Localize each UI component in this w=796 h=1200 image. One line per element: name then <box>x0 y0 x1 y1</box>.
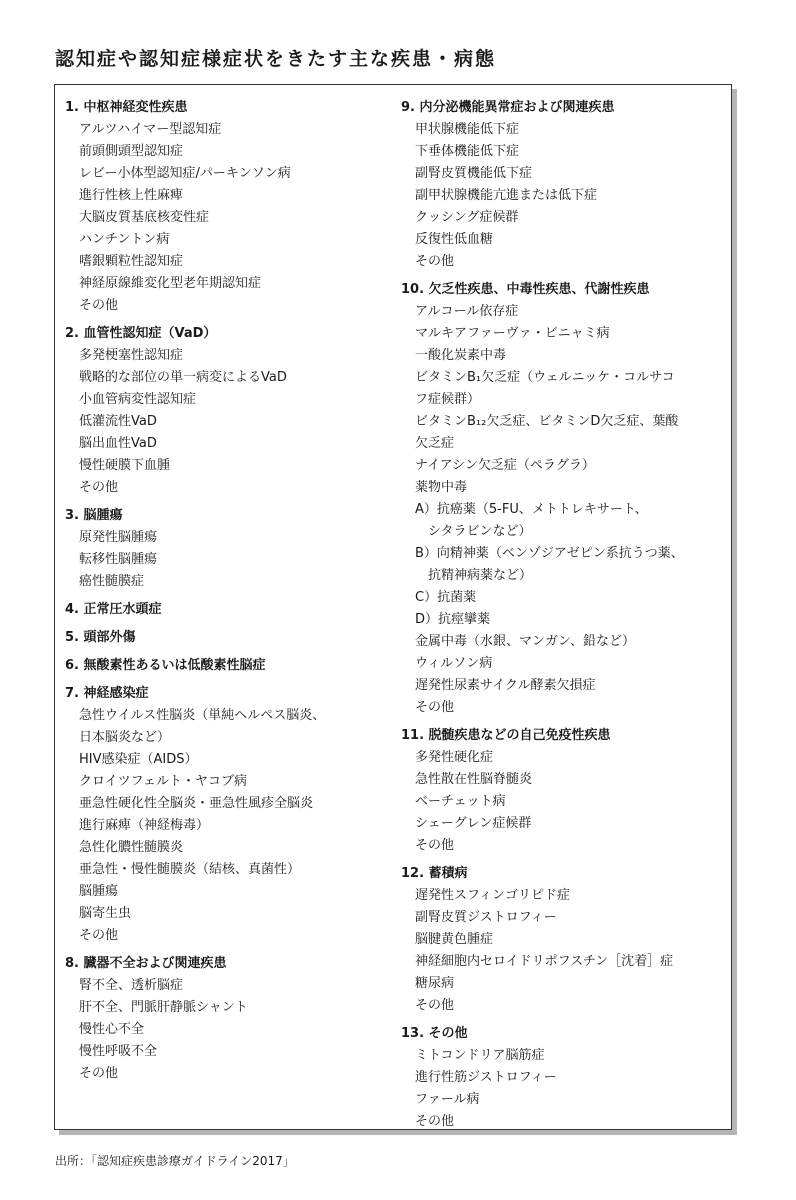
list-item: アルツハイマー型認知症 <box>79 122 222 137</box>
list-item: 反復性低血糖 <box>415 232 494 247</box>
disease-list-box <box>54 84 732 1130</box>
section-title: 10. 欠乏性疾患、中毒性疾患、代謝性疾患 <box>401 282 650 297</box>
list-item: その他 <box>415 838 455 853</box>
section <box>65 627 390 649</box>
list-item: その他 <box>415 1114 455 1129</box>
list-item: 副腎皮質機能低下症 <box>415 166 533 181</box>
list-item: 神経細胞内セロイドリポフスチン［沈着］症 <box>415 954 674 969</box>
list-item: C）抗菌薬 <box>415 590 477 605</box>
list-item: 脳腫瘍 <box>79 884 119 899</box>
section <box>65 97 390 317</box>
list-item: 脳腱黄色腫症 <box>415 932 494 947</box>
list-item: アルコール依存症 <box>415 304 519 319</box>
list-item: ベーチェット病 <box>415 794 506 809</box>
section-title: 7. 神経感染症 <box>65 686 149 701</box>
section <box>401 279 723 719</box>
list-item: 欠乏症 <box>415 436 455 451</box>
list-item: 日本脳炎など） <box>79 730 171 745</box>
list-item: HIV感染症（AIDS） <box>79 752 198 767</box>
list-item: その他 <box>415 998 455 1013</box>
list-item: その他 <box>79 928 119 943</box>
list-item: 進行性筋ジストロフィー <box>415 1070 557 1085</box>
section-title: 1. 中枢神経変性疾患 <box>65 100 188 115</box>
list-item: ウィルソン病 <box>415 656 493 671</box>
list-item: 神経原線維変化型老年期認知症 <box>79 276 262 291</box>
list-item: レビー小体型認知症/パーキンソン病 <box>79 166 291 181</box>
list-item: 慢性心不全 <box>79 1022 145 1037</box>
section-title: 5. 頭部外傷 <box>65 630 136 645</box>
section-title: 6. 無酸素性あるいは低酸素性脳症 <box>65 658 266 673</box>
list-item: 慢性呼吸不全 <box>79 1044 158 1059</box>
section-title: 13. その他 <box>401 1026 468 1041</box>
list-item: 一酸化炭素中毒 <box>415 348 507 363</box>
section <box>65 683 390 947</box>
list-item: ビタミンB₁欠乏症（ウェルニッケ・コルサコ <box>415 370 675 385</box>
list-item: 金属中毒（水銀、マンガン、鉛など） <box>415 634 635 649</box>
list-item: 大脳皮質基底核変性症 <box>79 210 210 225</box>
section <box>401 97 723 273</box>
list-item: 副甲状腺機能亢進または低下症 <box>415 188 598 203</box>
right-column <box>401 97 723 1139</box>
list-item: A）抗癌薬（5-FU、メトトレキサート、 <box>415 502 648 517</box>
page-title: 認知症や認知症様症状をきたす主な疾患・病態 <box>55 48 497 70</box>
list-item: マルキアファーヴァ・ビニャミ病 <box>415 326 610 341</box>
section <box>401 1023 723 1133</box>
section <box>65 655 390 677</box>
list-item: 肝不全、門脈肝静脈シャント <box>79 1000 248 1015</box>
list-item: 多発梗塞性認知症 <box>79 348 184 363</box>
list-item: 転移性脳腫瘍 <box>79 552 158 567</box>
list-item: 下垂体機能低下症 <box>415 144 520 159</box>
section-title: 8. 臓器不全および関連疾患 <box>65 956 227 971</box>
list-item: フ症候群） <box>415 392 481 407</box>
list-item: 急性散在性脳脊髄炎 <box>415 772 533 787</box>
list-item: B）向精神薬（ベンゾジアゼピン系抗うつ薬、 <box>415 546 684 561</box>
left-column <box>65 97 390 1091</box>
list-item: シェーグレン症候群 <box>415 816 532 831</box>
list-item: 脳寄生虫 <box>79 906 132 921</box>
list-item: ナイアシン欠乏症（ペラグラ） <box>415 458 595 473</box>
section <box>65 599 390 621</box>
list-item: 原発性脳腫瘍 <box>79 530 158 545</box>
list-item: その他 <box>415 700 455 715</box>
list-item: 脳出血性VaD <box>79 436 157 451</box>
list-item: 亜急性硬化性全脳炎・亜急性風疹全脳炎 <box>79 796 314 811</box>
section <box>65 953 390 1085</box>
list-item: 多発性硬化症 <box>415 750 494 765</box>
section <box>401 863 723 1017</box>
list-item: その他 <box>79 480 119 495</box>
section <box>65 505 390 593</box>
list-item: クッシング症候群 <box>415 210 519 225</box>
list-item: その他 <box>79 1066 119 1081</box>
list-item: 甲状腺機能低下症 <box>415 122 520 137</box>
list-item: 嗜銀顆粒性認知症 <box>79 254 184 269</box>
section <box>65 323 390 499</box>
list-item: クロイツフェルト・ヤコブ病 <box>79 774 247 789</box>
list-item: 糖尿病 <box>415 976 455 991</box>
list-item: 抗精神病薬など） <box>415 568 533 583</box>
list-item: 腎不全、透析脳症 <box>79 978 184 993</box>
list-item: 薬物中毒 <box>415 480 468 495</box>
section-title: 9. 内分泌機能異常症および関連疾患 <box>401 100 615 115</box>
list-item: 副腎皮質ジストロフィー <box>415 910 557 925</box>
list-item: D）抗痙攣薬 <box>415 612 491 627</box>
list-item: シタラビンなど） <box>415 524 532 539</box>
list-item: その他 <box>415 254 455 269</box>
list-item: 進行麻痺（神経梅毒） <box>79 818 210 833</box>
section-title: 11. 脱髄疾患などの自己免疫性疾患 <box>401 728 611 743</box>
source-note: 出所：「認知症疾患診療ガイドライン2017」 <box>55 1154 295 1168</box>
list-item: 遅発性尿素サイクル酵素欠損症 <box>415 678 596 693</box>
list-item: ビタミンB₁₂欠乏症、ビタミンD欠乏症、葉酸 <box>415 414 679 429</box>
list-item: 急性ウイルス性脳炎（単純ヘルペス脳炎、 <box>79 708 326 723</box>
list-item: 進行性核上性麻痺 <box>79 188 184 203</box>
list-item: 亜急性・慢性髄膜炎（結核、真菌性） <box>79 862 301 877</box>
section <box>401 725 723 857</box>
section-title: 3. 脳腫瘍 <box>65 508 123 523</box>
list-item: ハンチントン病 <box>79 232 170 247</box>
list-item: 遅発性スフィンゴリピド症 <box>415 888 570 903</box>
list-item: 癌性髄膜症 <box>79 574 145 589</box>
list-item: その他 <box>79 298 119 313</box>
list-item: ファール病 <box>415 1092 480 1107</box>
list-item: 戦略的な部位の単一病変によるVaD <box>79 370 287 385</box>
section-title: 12. 蓄積病 <box>401 866 468 881</box>
list-item: 慢性硬膜下血腫 <box>79 458 171 473</box>
section-title: 4. 正常圧水頭症 <box>65 602 162 617</box>
list-item: ミトコンドリア脳筋症 <box>415 1048 545 1063</box>
list-item: 低灌流性VaD <box>79 414 157 429</box>
section-title: 2. 血管性認知症（VaD） <box>65 326 217 341</box>
list-item: 小血管病変性認知症 <box>79 392 197 407</box>
list-item: 急性化膿性髄膜炎 <box>79 840 184 855</box>
list-item: 前頭側頭型認知症 <box>79 144 184 159</box>
